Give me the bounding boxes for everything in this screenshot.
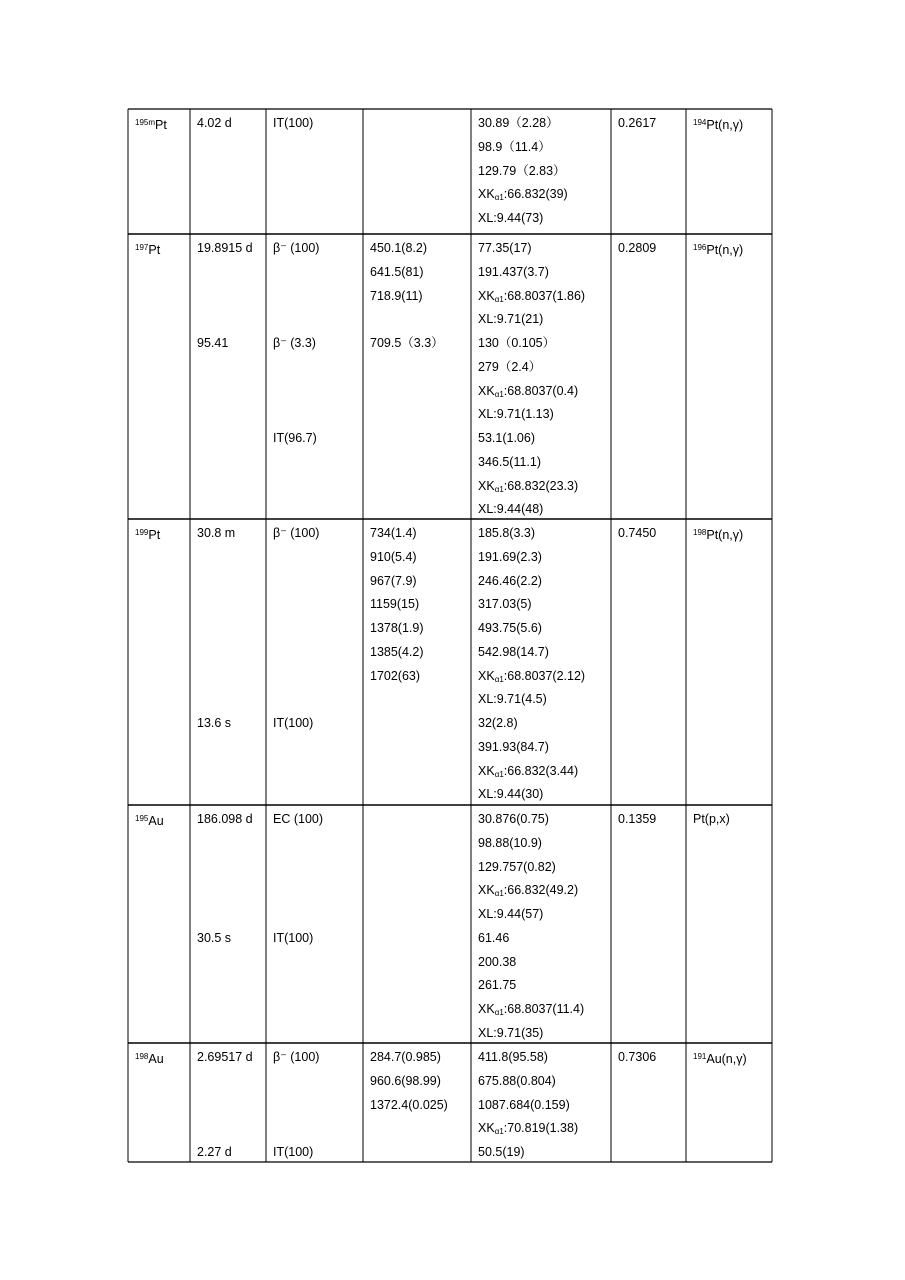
cell-line: 200.38 xyxy=(478,954,517,969)
cell-line: 641.5(81) xyxy=(370,264,424,279)
cell-line: 261.75 xyxy=(478,978,517,993)
cell-line: 411.8(95.58) xyxy=(478,1050,548,1064)
cell-line: β⁻ (100) xyxy=(273,526,320,540)
cell-line: XL:9.44(48) xyxy=(478,502,544,517)
cell-line: 130（0.105） xyxy=(478,336,556,350)
cell-line: 1087.684(0.159) xyxy=(478,1097,570,1112)
cell-line: $XK_{\alpha 1}:66.832(39)$ xyxy=(478,187,568,203)
cell-line: 284.7(0.985) xyxy=(370,1050,441,1064)
cell-line: $XK_{\alpha 1}:66.832(49.2)$ xyxy=(478,883,579,899)
cell-line: $XK_{\alpha 1}:70.819(1.38)$ xyxy=(478,1121,579,1137)
cell-line: $^{198}$Pt(n,γ) xyxy=(693,528,744,542)
cell-line: 0.2809 xyxy=(618,241,657,255)
cell-line: 185.8(3.3) xyxy=(478,526,535,540)
cell-line: 2.27 d xyxy=(197,1145,232,1159)
cell-line: 1372.4(0.025) xyxy=(370,1097,448,1112)
cell-line: $XK_{\alpha 1}:66.832(3.44)$ xyxy=(478,763,579,779)
cell-line: 129.79（2.83） xyxy=(478,163,566,178)
cell-line: XL:9.71(4.5) xyxy=(478,692,547,707)
cell-line: 709.5（3.3） xyxy=(370,336,444,350)
cell-line: 191.437(3.7) xyxy=(478,264,549,279)
cell-line: XL:9.71(21) xyxy=(478,312,544,327)
cell-line: β⁻ (3.3) xyxy=(273,336,316,350)
cell-line: 246.46(2.2) xyxy=(478,573,542,588)
cell-line: 1702(63) xyxy=(370,668,421,683)
cell-line: $XK_{\alpha 1}:68.8037(2.12)$ xyxy=(478,668,586,684)
cell-line: 77.35(17) xyxy=(478,241,532,255)
cell-line: XL:9.44(57) xyxy=(478,907,544,921)
cell-line: 0.7450 xyxy=(618,526,657,540)
cell-line: 1378(1.9) xyxy=(370,621,424,635)
cell-line: 967(7.9) xyxy=(370,573,417,588)
cell-line: 30.876(0.75) xyxy=(478,812,549,826)
cell-line: 129.757(0.82) xyxy=(478,859,556,874)
cell-line: 98.9（11.4） xyxy=(478,139,551,154)
cell-line: 279（2.4） xyxy=(478,359,542,374)
cell-line: 30.5 s xyxy=(197,930,232,945)
cell-line: 493.75(5.6) xyxy=(478,621,542,635)
cell-line: IT(100) xyxy=(273,930,314,945)
cell-line: $XK_{\alpha 1}:68.8037(0.4)$ xyxy=(478,383,579,399)
cell-line: 191.69(2.3) xyxy=(478,549,542,564)
cell-line: IT(100) xyxy=(273,1145,314,1159)
cell-line: 0.1359 xyxy=(618,812,657,826)
cell-line: $^{195}$Au xyxy=(135,814,164,828)
cell-line: XL:9.44(30) xyxy=(478,787,544,802)
cell-line: $XK_{\alpha 1}:68.8037(11.4)$ xyxy=(478,1002,585,1017)
cell-line: Pt(p,x) xyxy=(693,812,730,826)
cell-line: 19.8915 d xyxy=(197,241,253,255)
cell-line: XL:9.71(35) xyxy=(478,1025,544,1040)
cell-line: 734(1.4) xyxy=(370,526,417,540)
cell-line: 1385(4.2) xyxy=(370,644,424,659)
cell-line: 186.098 d xyxy=(197,812,253,826)
cell-line: $^{195m}$Pt xyxy=(135,118,167,132)
cell-line: 317.03(5) xyxy=(478,597,532,612)
cell-line: 13.6 s xyxy=(197,716,232,730)
cell-line: $^{199}$Pt xyxy=(135,528,161,542)
cell-line: 50.5(19) xyxy=(478,1145,525,1159)
cell-line: 95.41 xyxy=(197,336,229,350)
cell-line: β⁻ (100) xyxy=(273,1050,320,1064)
cell-line: 1159(15) xyxy=(370,597,420,612)
cell-line: 30.8 m xyxy=(197,526,236,540)
cell-line: 30.89（2.28） xyxy=(478,116,559,130)
cell-line: $XK_{\alpha 1}:68.8037(1.86)$ xyxy=(478,288,586,304)
cell-line: EC (100) xyxy=(273,812,324,826)
cell-line: $XK_{\alpha 1}:68.832(23.3)$ xyxy=(478,478,579,494)
cell-line: 718.9(11) xyxy=(370,288,423,303)
cell-line: 32(2.8) xyxy=(478,716,518,730)
cell-line: IT(100) xyxy=(273,716,314,730)
cell-line: 2.69517 d xyxy=(197,1050,253,1064)
cell-line: 98.88(10.9) xyxy=(478,835,542,850)
cell-line: IT(100) xyxy=(273,116,314,130)
cell-line: 346.5(11.1) xyxy=(478,454,542,469)
cell-line: 4.02 d xyxy=(197,116,232,130)
cell-line: 0.7306 xyxy=(618,1050,657,1064)
cell-line: $^{196}$Pt(n,γ) xyxy=(693,243,744,257)
cell-line: 0.2617 xyxy=(618,116,657,130)
cell-line: $^{194}$Pt(n,γ) xyxy=(693,118,744,132)
cell-line: XL:9.71(1.13) xyxy=(478,407,554,422)
cell-line: $^{197}$Pt xyxy=(135,243,161,257)
cell-line: 391.93(84.7) xyxy=(478,739,549,754)
cell-line: $^{198}$Au xyxy=(135,1052,164,1066)
cell-line: 53.1(1.06) xyxy=(478,431,535,445)
cell-line: IT(96.7) xyxy=(273,431,317,445)
cell-line: XL:9.44(73) xyxy=(478,211,544,225)
cell-line: $^{191}$Au(n,γ) xyxy=(693,1052,747,1066)
cell-line: 450.1(8.2) xyxy=(370,241,427,255)
cell-line: 61.46 xyxy=(478,930,510,945)
cell-line: 675.88(0.804) xyxy=(478,1073,556,1088)
cell-line: β⁻ (100) xyxy=(273,241,320,255)
cell-line: 910(5.4) xyxy=(370,549,417,564)
cell-line: 542.98(14.7) xyxy=(478,644,549,659)
cell-line: 960.6(98.99) xyxy=(370,1073,441,1088)
